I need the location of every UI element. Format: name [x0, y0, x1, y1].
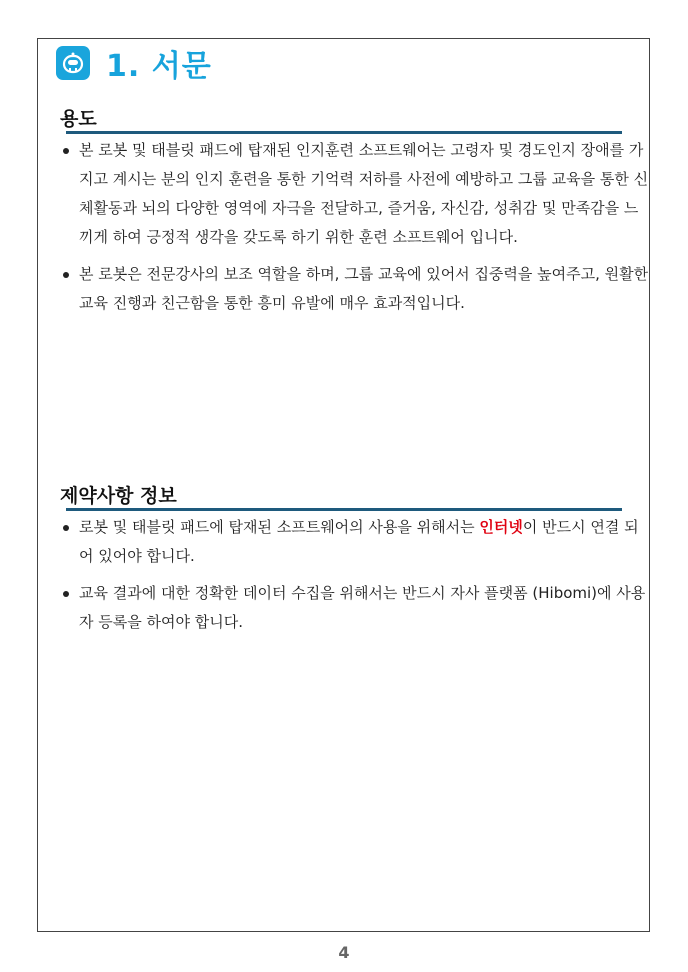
page-number: 4	[338, 943, 350, 962]
restrictions-heading: 제약사항 정보	[60, 485, 177, 507]
internet-highlight: 인터넷	[479, 518, 523, 536]
restrictions-list	[60, 513, 650, 637]
item-text: 로봇 및 태블릿 패드에 탑재된 소프트웨어의 사용을 위해서는	[79, 518, 480, 536]
item-text: 이 반드시 연결 되어 있어야 합니다.	[79, 518, 639, 565]
usage-section	[60, 108, 650, 318]
list-item	[60, 513, 650, 571]
usage-list	[60, 136, 650, 318]
usage-heading: 용도	[60, 108, 97, 130]
list-item: 본 로봇 및 태블릿 패드에 탑재된 인지훈련 소프트웨어는 고령자 및 경도인지 장애를 가지고 계시는 분의 인지 훈련을 통한 기억력 저하를 사전에 예방하고 그룹 교육을 통한 신체활동과 뇌의 다양한 영역에 자극을 전달하고, 즐거움, 자신감, 성취감 및 만족감을 느끼게 하여 긍정적 생각을 갖도록 하기 위한 훈련 소프트웨어 입니다.	[60, 136, 650, 252]
page-title: 1. 서문	[106, 49, 212, 84]
heading-rule	[66, 131, 622, 134]
list-item: 본 로봇은 전문강사의 보조 역할을 하며, 그룹 교육에 있어서 집중력을 높여주고, 원활한 교육 진행과 친근함을 통한 흥미 유발에 매우 효과적입니다.	[60, 260, 650, 318]
restrictions-section	[60, 485, 650, 637]
list-item: 교육 결과에 대한 정확한 데이터 수집을 위해서는 반드시 자사 플랫폼 (Hibomi)에 사용자 등록을 하여야 합니다.	[60, 579, 650, 637]
robot-icon	[56, 46, 90, 80]
heading-rule	[66, 508, 622, 511]
section-title	[56, 45, 212, 84]
